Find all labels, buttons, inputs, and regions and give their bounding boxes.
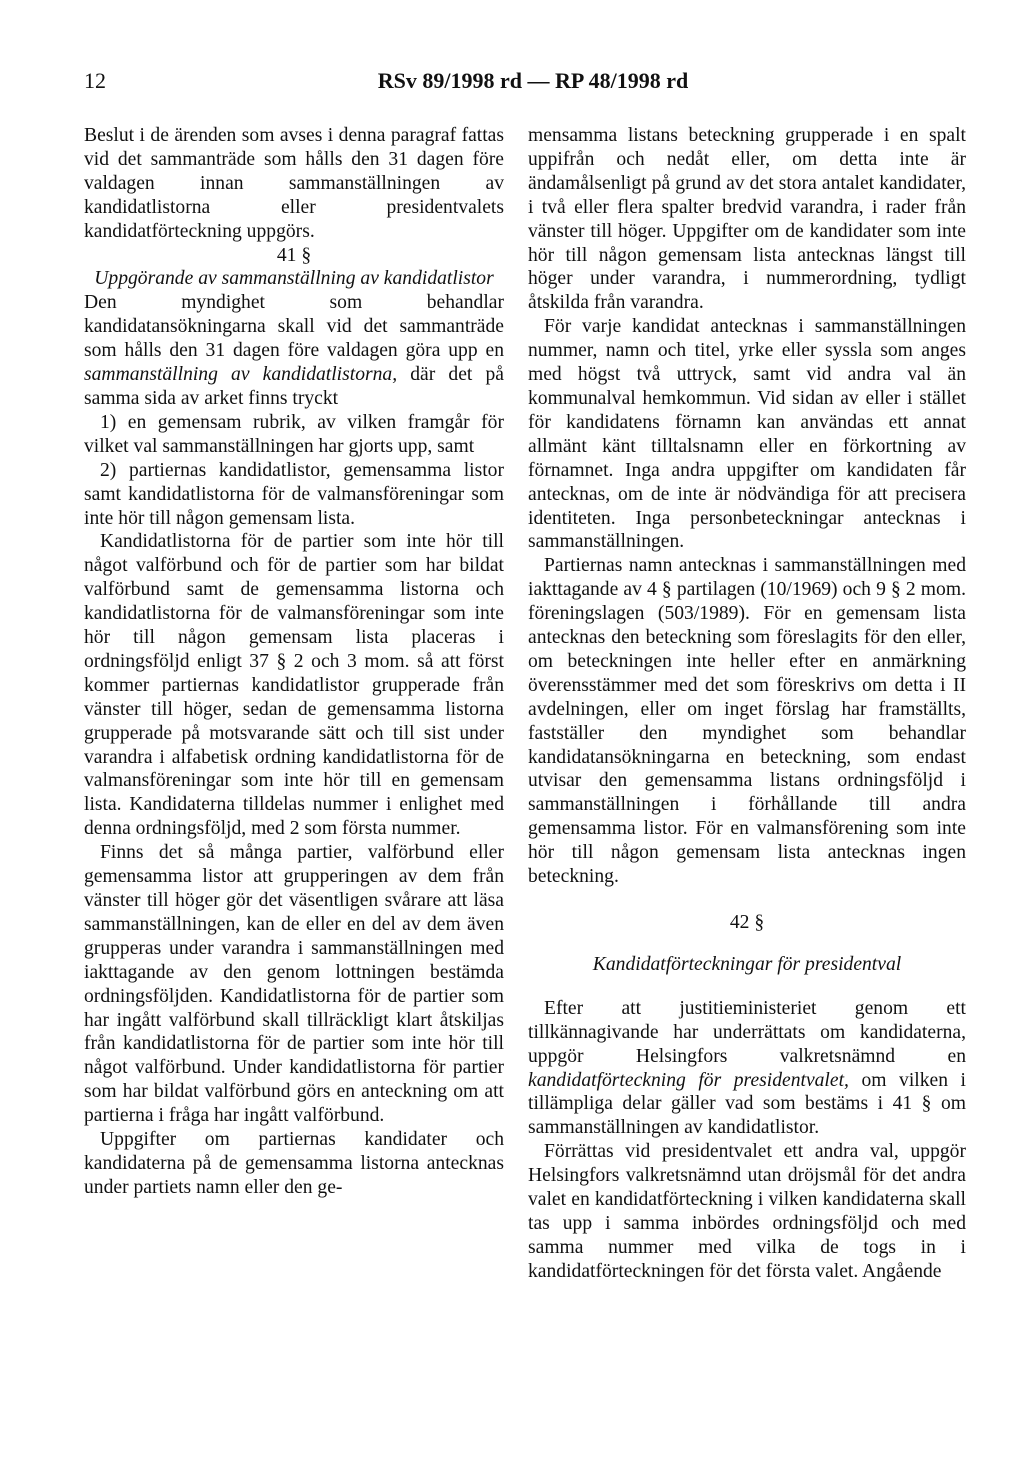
right-column xyxy=(528,124,966,1284)
section-41-paragraph-4: Uppgifter om partiernas kandidater och kandidaterna på de gemensamma listorna antecknas under partiets namn eller den ge- xyxy=(84,1129,504,1198)
section-41-paragraph-2: Kandidatlistorna för de partier som inte hör till något valförbund och för de partier som har bildat valförbund samt de gemensamma listorna och kandidatlistorna för de valmansföreningar som inte hör till någon gemensam lista placeras i ordningsföljd enligt 37 § 2 och 3 mom. så att först kommer partiernas kandidatlistor grupperade från vänster till höger, sedan de gemensamma listorna grupperade på motsvarande sätt och till sist under varandra i alfabetisk ordning kandidatlistorna för de valmansföreningar som inte hör till en gemensam lista. Kandidaterna tilldelas nummer i enlighet med denna ordningsföljd, med 2 som första nummer. xyxy=(84,531,504,840)
page-number: 12 xyxy=(84,68,106,93)
left-column xyxy=(84,124,504,1200)
section-42-number: 42 § xyxy=(729,912,765,933)
section-41-number: 41 § xyxy=(276,244,312,266)
emphasis: kandidatförteckning för presidentvalet, xyxy=(528,1069,849,1091)
section-41-paragraph-5: För varje kandidat antecknas i sammanställningen nummer, namn och titel, yrke eller syssla som anges med högst två uttryck, samt vid andra val än kommunalval hemkommun. Vid sidan av eller i stället för kandidatens förnamn kan användas ett annat allmänt känt tilltalsnamn eller en förkortning av förnamnet. Inga andra uppgifter om kandidaten får antecknas, om de inte är nödvändiga för att precisera identiteten. Inga personbeteckningar antecknas i sammanställningen. xyxy=(528,316,966,553)
section-41-paragraph-6: Partiernas namn antecknas i sammanställningen med iakttagande av 4 § partilagen (10/1969) och 9 § 2 mom. föreningslagen (503/1989). För en gemensam lista antecknas den beteckning som föreslagits för den eller, om beteckningen inte heller efter en anmärkning överensstämmer med det som föreskrivs om detta i II avdelningen, eller om inget förslag har framställts, fastställer den myndighet som behandlar kandidatansökningarna en beteckning, som endast utvisar den gemensamma listans ordningsföljd i sammanställningen i förhållande till andra gemensamma listor. För en valmansförening som inte hör till någon gemensam lista antecknas ingen beteckning. xyxy=(528,555,966,888)
list-item-2: 2) partiernas kandidatlistor, gemensamma listor samt kandidatlistorna för de valmansföreningar som inte hör till någon gemensam lista. xyxy=(84,459,504,529)
section-41-title: Uppgörande av sammanställning av kandidatlistor xyxy=(94,268,494,290)
section-41-paragraph-3: Finns det så många partier, valförbund eller gemensamma listor att grupperingen av dem från vänster till höger gör det väsentligen svårare att läsa sammanställningen, kan de eller en del av dem även grupperas under varandra i sammanställningen med iakttagande av den genom lottningen bestämda ordningsföljden. Kandidatlistorna för de partier som har ingått valförbund skall tillräckligt klart åtskiljas från kandidatlistorna för de partier som inte hör till något valförbund. Under kandidatlistorna för partier som har bildat valförbund görs en anteckning om att partierna i fråga har ingått valförbund. xyxy=(84,842,504,1127)
emphasis: sammanställning av kandidatlistorna, xyxy=(84,364,398,386)
section-42-paragraph-2: Förrättas vid presidentvalet ett andra val, uppgör Helsingfors valkretsnämnd utan dröjsmål för det andra valet en kandidatförteckning i vilken kandidaterna skall tas upp i samma inbördes ordningsföljd och med samma nummer med vilka de togs in i kandidatförteckningen för det första valet. Angående xyxy=(528,1141,966,1282)
section-42-title: Kandidatförteckningar för presidentval xyxy=(592,953,902,975)
intro-paragraph: Beslut i de ärenden som avses i denna paragraf fattas vid det sammanträde som hålls den 31 dagen före valdagen innan sammanställningen av kandidatlistorna eller presidentvalets kandidatförteckning uppgörs. xyxy=(84,125,504,242)
list-item-1: 1) en gemensam rubrik, av vilken framgår för vilket val sammanställningen har gjorts upp, samt xyxy=(84,411,504,457)
page-header xyxy=(84,68,982,108)
running-head: RSv 89/1998 rd — RP 48/1998 rd xyxy=(377,68,689,93)
section-42-paragraph-1: Efter att justitieministeriet genom ett tillkännagivande har underrättats om kandidaterna, uppgör Helsingfors valkretsnämnd en kandidatförteckning för presidentvalet, om vilken i tillämpliga delar gäller vad som bestäms i 41 § om sammanställningen av kandidatlistor. xyxy=(528,997,966,1139)
section-41-paragraph-1: Den myndighet som behandlar kandidatansökningarna skall vid det sammanträde som hålls den 31 dagen före valdagen göra upp en sammanställning av kandidatlistorna, där det på samma sida av arket finns tryckt xyxy=(84,292,504,409)
continued-paragraph: mensamma listans beteckning grupperade i en spalt uppifrån och nedåt eller, om detta inte är ändamålsenligt på grund av det stora antalet kandidater, i två eller flera spalter bredvid varandra, i rader från vänster till höger. Uppgifter om de kandidater som inte hör till någon gemensam lista antecknas längst till höger under varandra, i nummerordning, tydligt åtskilda från varandra. xyxy=(528,125,966,314)
